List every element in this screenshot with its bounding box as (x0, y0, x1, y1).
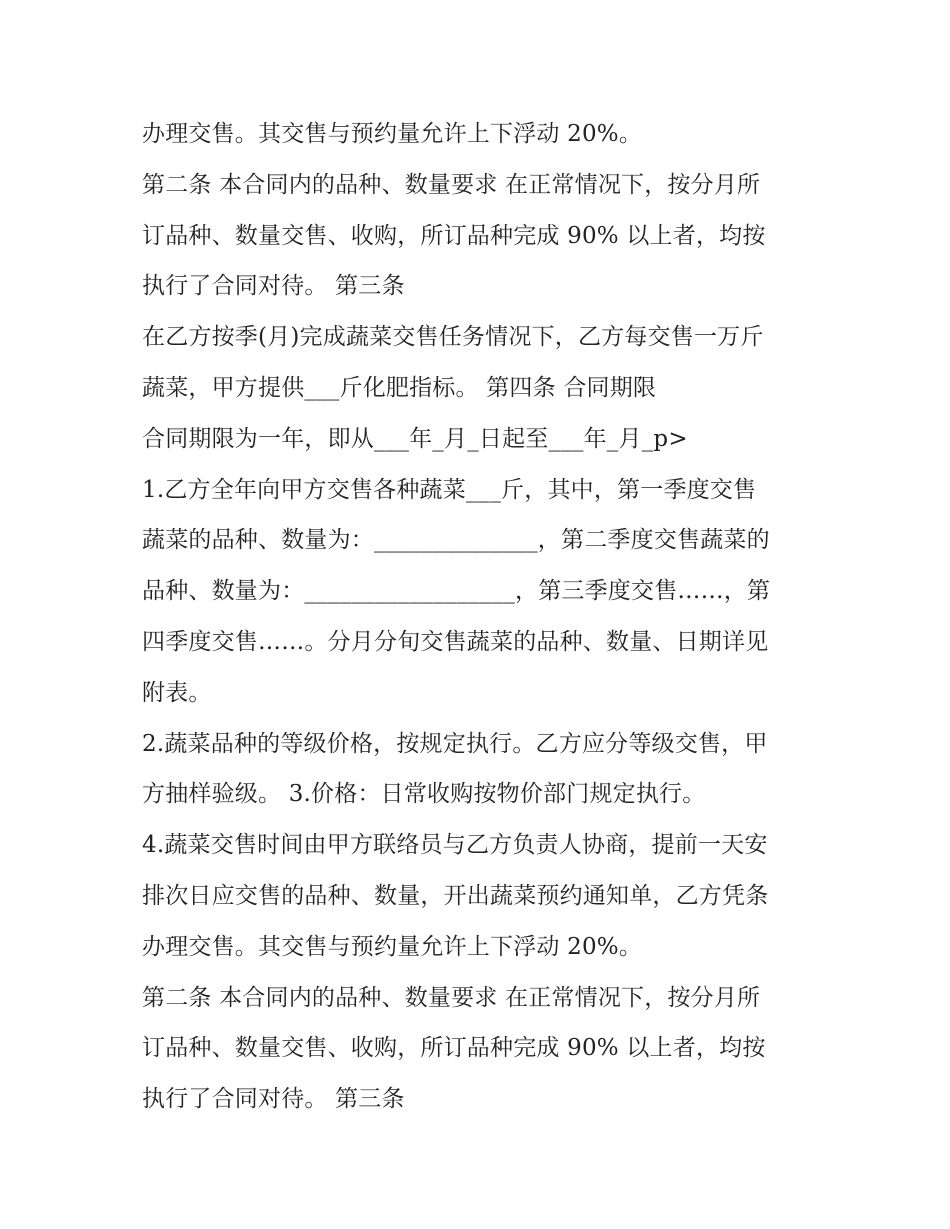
text-line: 办理交售。其交售与预约量允许上下浮动 20%。 (142, 933, 643, 960)
text-line: 附表。 (142, 679, 212, 706)
text-line: 第二条 本合同内的品种、数量要求 在正常情况下，按分月所 (142, 171, 761, 198)
text-line: 1.乙方全年向甲方交售各种蔬菜___斤，其中，第一季度交售 (142, 476, 757, 503)
text-line: 合同期限为一年，即从___年_月_日起至___年_月_p> (142, 425, 688, 452)
text-line: 在乙方按季(月)完成蔬菜交售任务情况下，乙方每交售一万斤 (142, 324, 764, 351)
text-line: 四季度交售……。分月分旬交售蔬菜的品种、数量、日期详见 (142, 628, 769, 655)
text-line: 订品种、数量交售、收购，所订品种完成 90% 以上者，均按 (142, 1035, 766, 1062)
contract-text (142, 109, 842, 1125)
text-line: 蔬菜，甲方提供___斤化肥指标。 第四条 合同期限 (142, 374, 657, 401)
text-line: 执行了合同对待。 第三条 (142, 1086, 405, 1113)
text-line: 2.蔬菜品种的等级价格，按规定执行。乙方应分等级交售，甲 (142, 730, 768, 757)
text-line: 品种、数量为：__________________，第三季度交售……，第 (142, 578, 771, 605)
text-line: 蔬菜的品种、数量为：______________，第二季度交售蔬菜的 (142, 527, 770, 554)
text-line: 4.蔬菜交售时间由甲方联络员与乙方负责人协商，提前一天安 (142, 832, 768, 859)
text-line: 方抽样验级。 3.价格：日常收购按物价部门规定执行。 (142, 781, 706, 808)
text-line: 办理交售。其交售与预约量允许上下浮动 20%。 (142, 121, 643, 147)
text-line: 订品种、数量交售、收购，所订品种完成 90% 以上者，均按 (142, 222, 766, 249)
text-line: 排次日应交售的品种、数量，开出蔬菜预约通知单，乙方凭条 (142, 882, 769, 909)
text-line: 第二条 本合同内的品种、数量要求 在正常情况下，按分月所 (142, 984, 761, 1011)
text-line: 执行了合同对待。 第三条 (142, 273, 405, 300)
